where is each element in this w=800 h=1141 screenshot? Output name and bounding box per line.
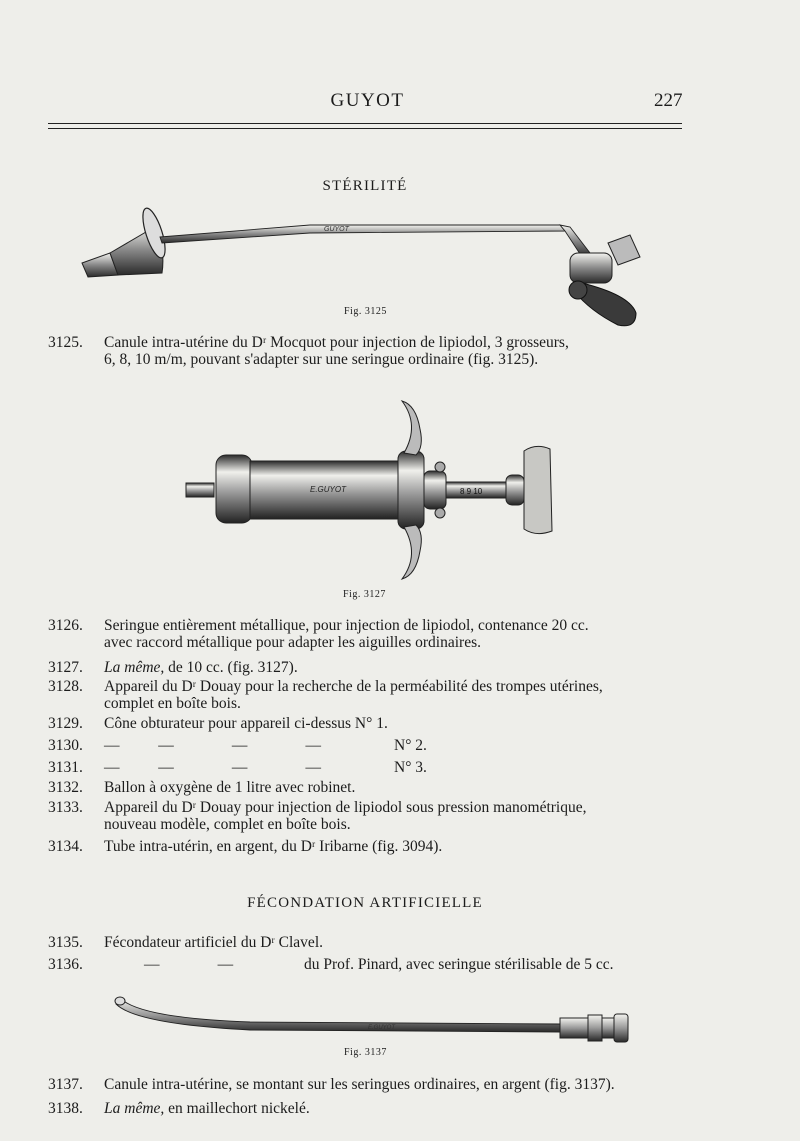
catalog-entry-3134 xyxy=(48,838,708,856)
entry-text: Tube intra-utérin, en argent, du Dʳ Iribarne (fig. 3094). xyxy=(104,838,443,855)
catalog-entry-3137 xyxy=(48,1076,708,1094)
entry-text xyxy=(104,799,744,833)
entry-italic-text: La même, xyxy=(104,659,165,676)
entry-number: 3126. xyxy=(48,617,83,634)
entry-number: 3128. xyxy=(48,678,83,695)
entry-text: Ballon à oxygène de 1 litre avec robinet. xyxy=(104,779,356,796)
entry-suffix: N° 3. xyxy=(394,759,427,776)
entry-text-rest: en maillechort nickelé. xyxy=(164,1100,310,1117)
entry-text-line1: Appareil du Dʳ Douay pour injection de lipiodol sous pression manométrique, xyxy=(104,799,587,816)
fig-3125-caption: Fig. 3125 xyxy=(344,306,387,317)
catalog-entry-3136 xyxy=(48,956,708,974)
entry-text xyxy=(104,678,744,712)
ditto-dashes: — — — — xyxy=(104,759,321,776)
entry-text-line1: Seringue entièrement métallique, pour injection de lipiodol, contenance 20 cc. xyxy=(104,617,589,634)
catalog-entry-3138 xyxy=(48,1100,708,1118)
fig-3127-stamp: E.GUYOT xyxy=(310,485,347,494)
entry-text-rest: du Prof. Pinard, avec seringue stérilisable de 5 cc. xyxy=(304,956,614,973)
entry-number: 3133. xyxy=(48,799,83,816)
entry-number: 3134. xyxy=(48,838,83,855)
entry-text-line2: avec raccord métallique pour adapter les aiguilles ordinaires. xyxy=(104,634,482,651)
catalog-entry-3132 xyxy=(48,779,708,797)
catalog-entry-3130 xyxy=(48,737,708,755)
header-rule-top xyxy=(48,123,682,124)
fig-3127-caption: Fig. 3127 xyxy=(343,589,386,600)
entry-text-line1: Appareil du Dʳ Douay pour la recherche de la perméabilité des trompes utérines, xyxy=(104,678,603,695)
entry-number: 3131. xyxy=(48,759,83,776)
entry-text: Canule intra-utérine, se montant sur les seringues ordinaires, en argent (fig. 3137). xyxy=(104,1076,615,1093)
fig-3127-syringe-illustration xyxy=(180,395,560,585)
entry-number: 3136. xyxy=(48,956,83,973)
catalog-entry-3127 xyxy=(48,659,708,677)
catalog-entry-3133 xyxy=(48,799,708,835)
running-header: GUYOT xyxy=(330,90,405,111)
ditto-dashes: — — xyxy=(144,956,234,973)
entry-text-rest: de 10 cc. (fig. 3127). xyxy=(164,659,298,676)
fig-3137-stamp: E.GUYOT xyxy=(368,1025,396,1031)
entry-text xyxy=(104,617,744,651)
entry-text-line1: Canule intra-utérine du Dʳ Mocquot pour injection de lipiodol, 3 grosseurs, xyxy=(104,334,569,351)
fig-3137-cannula-illustration xyxy=(110,988,640,1048)
entry-text xyxy=(104,334,744,368)
entry-number: 3127. xyxy=(48,659,83,676)
header-rule-bottom xyxy=(48,128,682,129)
fig-3125-stamp: GUYOT xyxy=(324,226,349,233)
entry-suffix: N° 2. xyxy=(394,737,427,754)
entry-italic-text: La même, xyxy=(104,1100,165,1117)
fig-3137-caption: Fig. 3137 xyxy=(344,1047,387,1058)
entry-number: 3129. xyxy=(48,715,83,732)
section-title-sterilite: STÉRILITÉ xyxy=(322,178,408,194)
entry-text xyxy=(104,956,744,973)
catalog-entry-3128 xyxy=(48,678,708,714)
entry-number: 3130. xyxy=(48,737,83,754)
catalog-entry-3129 xyxy=(48,715,708,733)
entry-number: 3125. xyxy=(48,334,83,351)
catalog-entry-3126 xyxy=(48,617,708,653)
entry-text xyxy=(104,659,744,676)
catalog-entry-3125 xyxy=(48,334,708,370)
entry-number: 3132. xyxy=(48,779,83,796)
entry-text: Cône obturateur pour appareil ci-dessus N° 1. xyxy=(104,715,388,732)
section-title-fecondation-artificielle: FÉCONDATION ARTIFICIELLE xyxy=(247,895,483,911)
page-number: 227 xyxy=(654,90,683,111)
entry-number: 3137. xyxy=(48,1076,83,1093)
catalog-entry-3131 xyxy=(48,759,708,777)
entry-text xyxy=(104,759,744,776)
fig-3127-scale: 8 9 10 xyxy=(460,487,483,496)
entry-text-line2: 6, 8, 10 m/m, pouvant s'adapter sur une seringue ordinaire (fig. 3125). xyxy=(104,351,539,368)
entry-text xyxy=(104,737,744,754)
ditto-dashes: — — — — xyxy=(104,737,321,754)
catalog-entry-3135 xyxy=(48,934,708,952)
entry-text xyxy=(104,1100,744,1117)
entry-text-line2: nouveau modèle, complet en boîte bois. xyxy=(104,816,351,833)
entry-number: 3138. xyxy=(48,1100,83,1117)
entry-text: Fécondateur artificiel du Dʳ Clavel. xyxy=(104,934,323,951)
entry-text-line2: complet en boîte bois. xyxy=(104,695,241,712)
entry-number: 3135. xyxy=(48,934,83,951)
